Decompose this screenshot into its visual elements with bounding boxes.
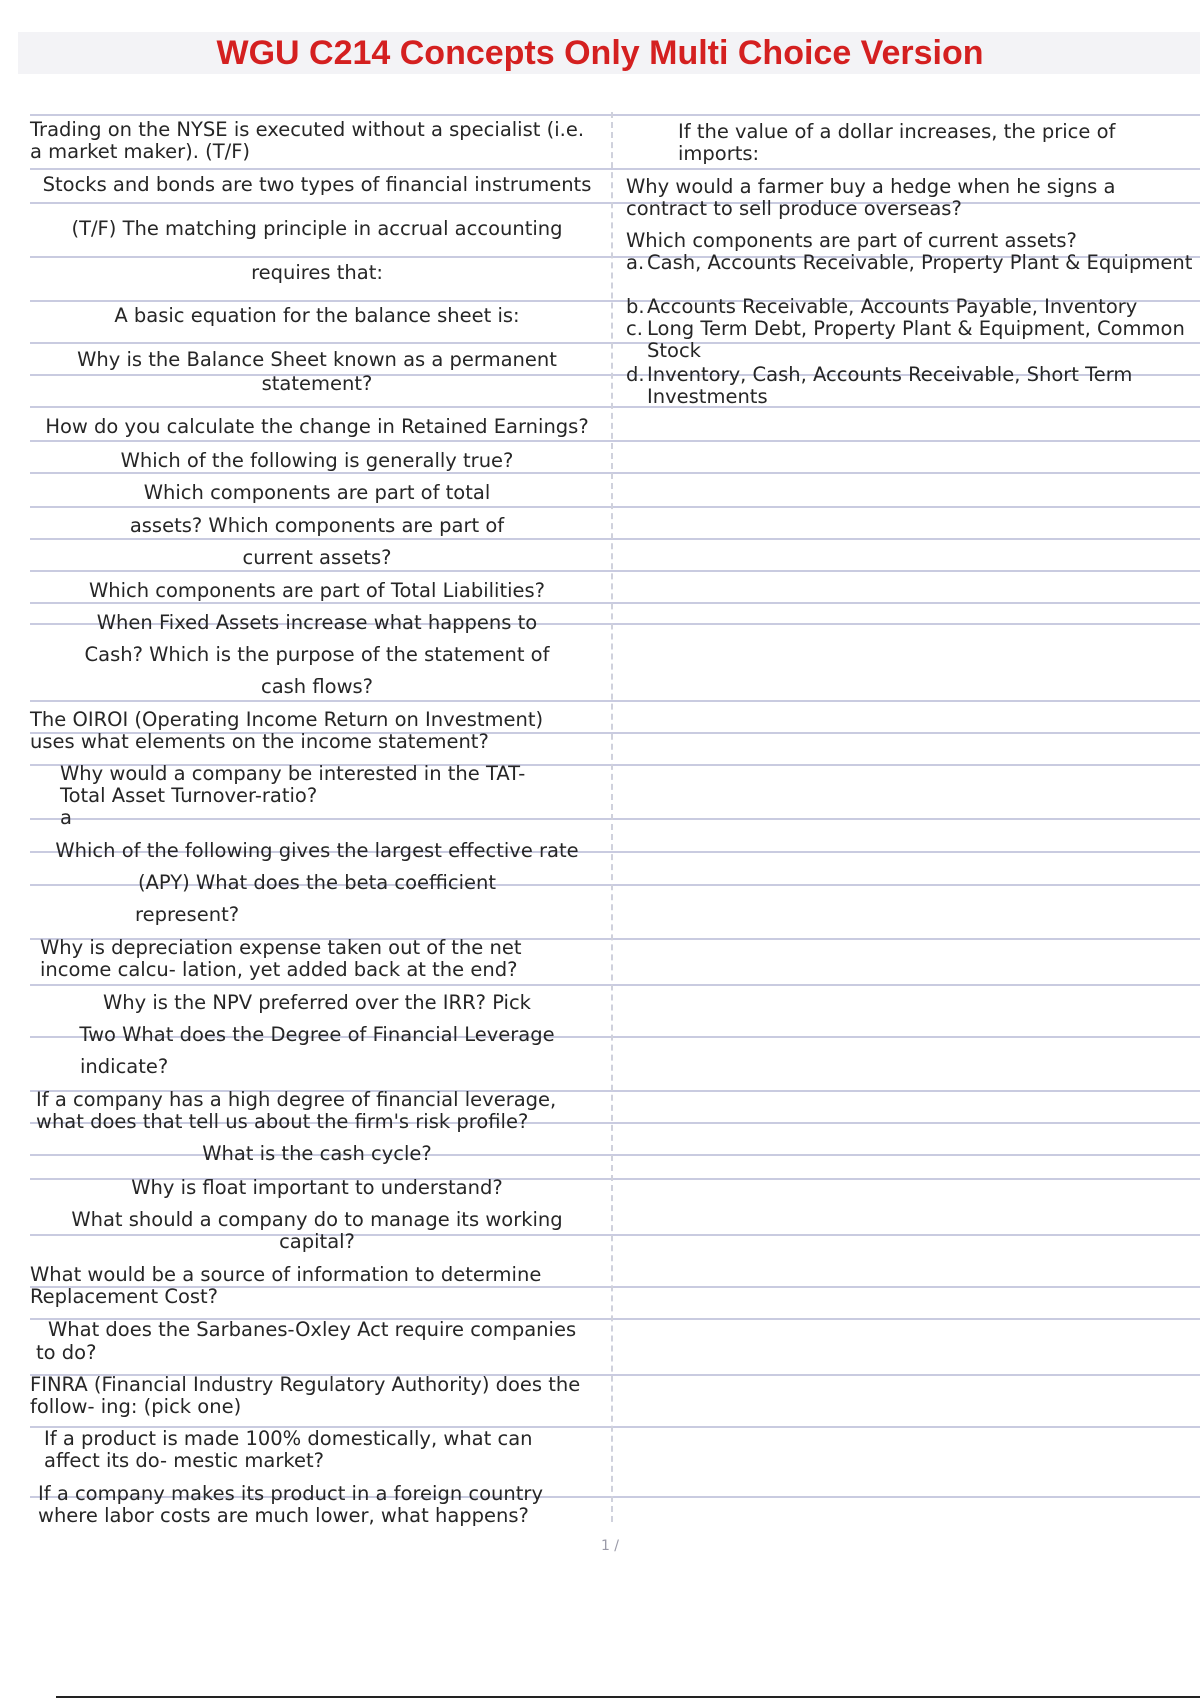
column-divider xyxy=(611,112,613,1522)
answer-line: Why would a farmer buy a hedge when he signs a xyxy=(626,175,1116,198)
answer-line: imports: xyxy=(678,142,760,165)
question-line: Stocks and bonds are two types of financial instruments xyxy=(42,173,592,196)
row-rule xyxy=(30,538,1200,540)
row-rule xyxy=(30,114,1200,116)
question-line: Cash? Which is the purpose of the statement of xyxy=(84,643,550,666)
question-line: What is the cash cycle? xyxy=(202,1142,432,1165)
question-line: If a company makes its product in a foreign country xyxy=(38,1482,543,1505)
question-line: Which of the following is generally true? xyxy=(120,449,514,472)
question-line: (T/F) The matching principle in accrual accounting xyxy=(71,217,563,240)
question-line: Why is float important to understand? xyxy=(131,1176,503,1199)
option-letter: d. xyxy=(626,363,645,386)
question-line: Why is the NPV preferred over the IRR? Pick xyxy=(103,991,531,1014)
question-line: a market maker). (T/F) xyxy=(30,140,251,163)
question-line: Why would a company be interested in the TAT- xyxy=(60,762,526,785)
question-line: to do? xyxy=(36,1341,97,1364)
row-rule xyxy=(30,602,1200,604)
answer-line: If the value of a dollar increases, the price of xyxy=(678,120,1116,143)
page-number: 1 / xyxy=(600,1538,620,1554)
page-title: WGU C214 Concepts Only Multi Choice Version xyxy=(216,34,984,72)
row-rule xyxy=(30,570,1200,572)
row-rule xyxy=(30,506,1200,508)
option-text: Inventory, Cash, Accounts Receivable, Short Term Investments xyxy=(647,363,1133,408)
bottom-rule xyxy=(56,1696,1200,1698)
question-line: Which components are part of total xyxy=(143,481,491,504)
question-line: How do you calculate the change in Retained Earnings? xyxy=(45,415,589,438)
question-line: What would be a source of information to determine xyxy=(30,1263,542,1286)
row-rule xyxy=(30,440,1200,442)
question-line: where labor costs are much lower, what happens? xyxy=(38,1504,529,1527)
question-line: current assets? xyxy=(242,546,392,569)
question-line: Which components are part of Total Liabilities? xyxy=(88,579,546,602)
question-line: When Fixed Assets increase what happens to xyxy=(96,611,538,634)
question-line: Why is depreciation expense taken out of the net xyxy=(40,936,522,959)
option-text: Accounts Receivable, Accounts Payable, Inventory xyxy=(647,295,1138,318)
question-line: Replacement Cost? xyxy=(30,1285,219,1308)
question-line: statement? xyxy=(261,372,373,395)
option-text: Cash, Accounts Receivable, Property Plant & Equipment xyxy=(647,251,1193,274)
question-line: cash flows? xyxy=(260,675,374,698)
question-line: Total Asset Turnover-ratio? xyxy=(60,784,318,807)
question-line: requires that: xyxy=(251,261,383,284)
row-rule xyxy=(30,168,1200,170)
question-line: Two What does the Degree of Financial Leverage xyxy=(79,1023,555,1046)
question-line: What should a company do to manage its working xyxy=(71,1208,563,1231)
question-line: Why is the Balance Sheet known as a permanent xyxy=(77,348,557,371)
question-line: assets? Which components are part of xyxy=(129,514,505,537)
question-line: What does the Sarbanes-Oxley Act require companies xyxy=(48,1318,577,1341)
question-line: represent? xyxy=(135,903,240,926)
answer-line: contract to sell produce overseas? xyxy=(626,197,962,220)
question-line: A basic equation for the balance sheet is: xyxy=(114,304,520,327)
row-rule xyxy=(30,472,1200,474)
option-letter: a. xyxy=(626,251,645,274)
question-line: If a product is made 100% domestically, what can xyxy=(44,1427,533,1450)
question-line: The OIROI (Operating Income Return on Investment) xyxy=(30,708,544,731)
question-line: Which of the following gives the largest effective rate xyxy=(55,839,579,862)
question-line: capital? xyxy=(279,1230,355,1253)
question-line: what does that tell us about the firm's risk profile? xyxy=(36,1110,529,1133)
question-line: FINRA (Financial Industry Regulatory Authority) does the xyxy=(30,1373,581,1396)
question-line: affect its do- mestic market? xyxy=(44,1449,324,1472)
question-line: (APY) What does the beta coefficient xyxy=(137,871,497,894)
option-letter: b. xyxy=(626,295,645,318)
row-rule xyxy=(30,984,1200,986)
answer-line: Which components are part of current assets? xyxy=(626,229,1077,252)
question-line: follow- ing: (pick one) xyxy=(30,1395,242,1418)
question-line: indicate? xyxy=(80,1055,169,1078)
question-line: uses what elements on the income statement? xyxy=(30,730,489,753)
option-text: Long Term Debt, Property Plant & Equipment, Common Stock xyxy=(647,317,1185,362)
question-line: a xyxy=(60,806,72,829)
question-line: If a company has a high degree of financial leverage, xyxy=(36,1088,557,1111)
question-line: income calcu- lation, yet added back at the end? xyxy=(40,958,518,981)
row-rule xyxy=(30,700,1200,702)
question-line: Trading on the NYSE is executed without a specialist (i.e. xyxy=(30,118,585,141)
option-letter: c. xyxy=(626,317,643,340)
